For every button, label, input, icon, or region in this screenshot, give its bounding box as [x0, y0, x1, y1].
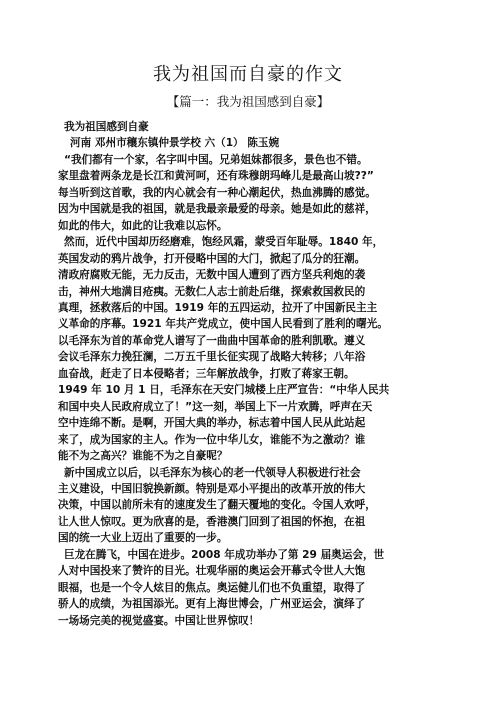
body-line: 我为祖国感到自豪 — [64, 121, 149, 133]
body-line: 主义建设，中国旧貌换新颜。特别是邓小平提出的改革开放的伟大 — [58, 482, 366, 495]
body-line: 每当听到这首歌，我的内心就会有一种心潮起伏，热血沸腾的感觉。 — [58, 186, 376, 199]
body-line: 1949 年 10 月 1 日，毛泽东在天安门城楼上庄严宣告：“中华人民共 — [58, 384, 390, 397]
body-line: 血奋战，赶走了日本侵略者；三年解放战争，打败了蒋家王朝。 — [58, 367, 355, 380]
body-line: 河南 邓州市穰东镇仲景学校 六（1） 陈玉婉 — [70, 137, 280, 150]
body-line: 决策，中国以前所未有的速度发生了翻天覆地的变化。令国人欢呼， — [58, 499, 376, 512]
body-line: 真理，拯救落后的中国。1919 年的五四运动，拉开了中国新民主主 — [58, 301, 378, 314]
body-line: 巨龙在腾飞，中国在进步。2008 年成功举办了第 29 届奥运会，世 — [64, 548, 385, 561]
document-title: 我为祖国而自豪的作文 — [153, 64, 343, 85]
body-line: 因为中国就是我的祖国，就是我最亲最爱的母亲。她是如此的慈祥， — [58, 203, 376, 216]
body-line: 击，神州大地满目疮痍。无数仁人志士前赴后继，探索救国救民的 — [58, 285, 366, 298]
document-body — [58, 119, 450, 629]
body-line: 国的统一大业上迈出了重要的一步。 — [58, 532, 228, 545]
body-line: 清政府腐败无能，无力反击，无数中国人遭到了西方坚兵利炮的袭 — [58, 269, 366, 282]
body-line: 空中连绵不断。是啊，开国大典的举办，标志着中国人民从此站起 — [58, 417, 366, 430]
body-line: 骄人的成绩，为祖国添光。更有上海世博会，广州亚运会，演绎了 — [58, 598, 366, 611]
body-line: 和国中央人民政府成立了！”这一刻，举国上下一片欢腾，呼声在天 — [58, 400, 373, 413]
body-line: 新中国成立以后，以毛泽东为核心的老一代领导人积极进行社会 — [64, 466, 361, 479]
body-line: 眼福，也是一个令人炫目的焦点。奥运健儿们也不负重望，取得了 — [58, 581, 366, 594]
body-line: 让人世人惊叹。更为欣喜的是，香港澳门回到了祖国的怀抱，在祖 — [58, 515, 366, 528]
body-line: 以毛泽东为首的革命党人谱写了一曲曲中国革命的胜利凯歌。遵义 — [58, 334, 366, 347]
body-line: 会议毛泽东力挽狂澜，二万五千里长征实现了战略大转移；八年浴 — [58, 351, 366, 364]
body-line: 来了，成为国家的主人。作为一位中华儿女，谁能不为之激动？谁 — [58, 433, 366, 446]
body-line: “我们都有一个家，名字叫中国。兄弟姐妹都很多，景色也不错。 — [64, 153, 368, 166]
body-line: 人对中国投来了赞许的目光。壮观华丽的奥运会开幕式令世人大饱 — [58, 565, 366, 578]
body-line: 义革命的序幕。1921 年共产党成立，使中国人民看到了胜利的曙光。 — [58, 318, 388, 331]
body-line: 英国发动的鸦片战争，打开侵略中国的大门，掀起了瓜分的狂潮。 — [58, 252, 366, 265]
body-line: 家里盘着两条龙是长江和黄河呵，还有珠穆朗玛峰儿是最高山坡??” — [58, 170, 374, 183]
body-line: 如此的伟大，如此的让我难以忘怀。 — [58, 219, 228, 232]
body-line: 一场场完美的视觉盛宴。中国让世界惊叹！ — [58, 614, 260, 627]
body-line: 然而，近代中国却历经磨难，饱经风霜，蒙受百年耻辱。1840 年， — [64, 236, 384, 249]
body-line: 能不为之高兴？谁能不为之自豪呢？ — [58, 450, 228, 463]
document-subtitle: 【篇一：我为祖国感到自豪】 — [166, 94, 330, 109]
